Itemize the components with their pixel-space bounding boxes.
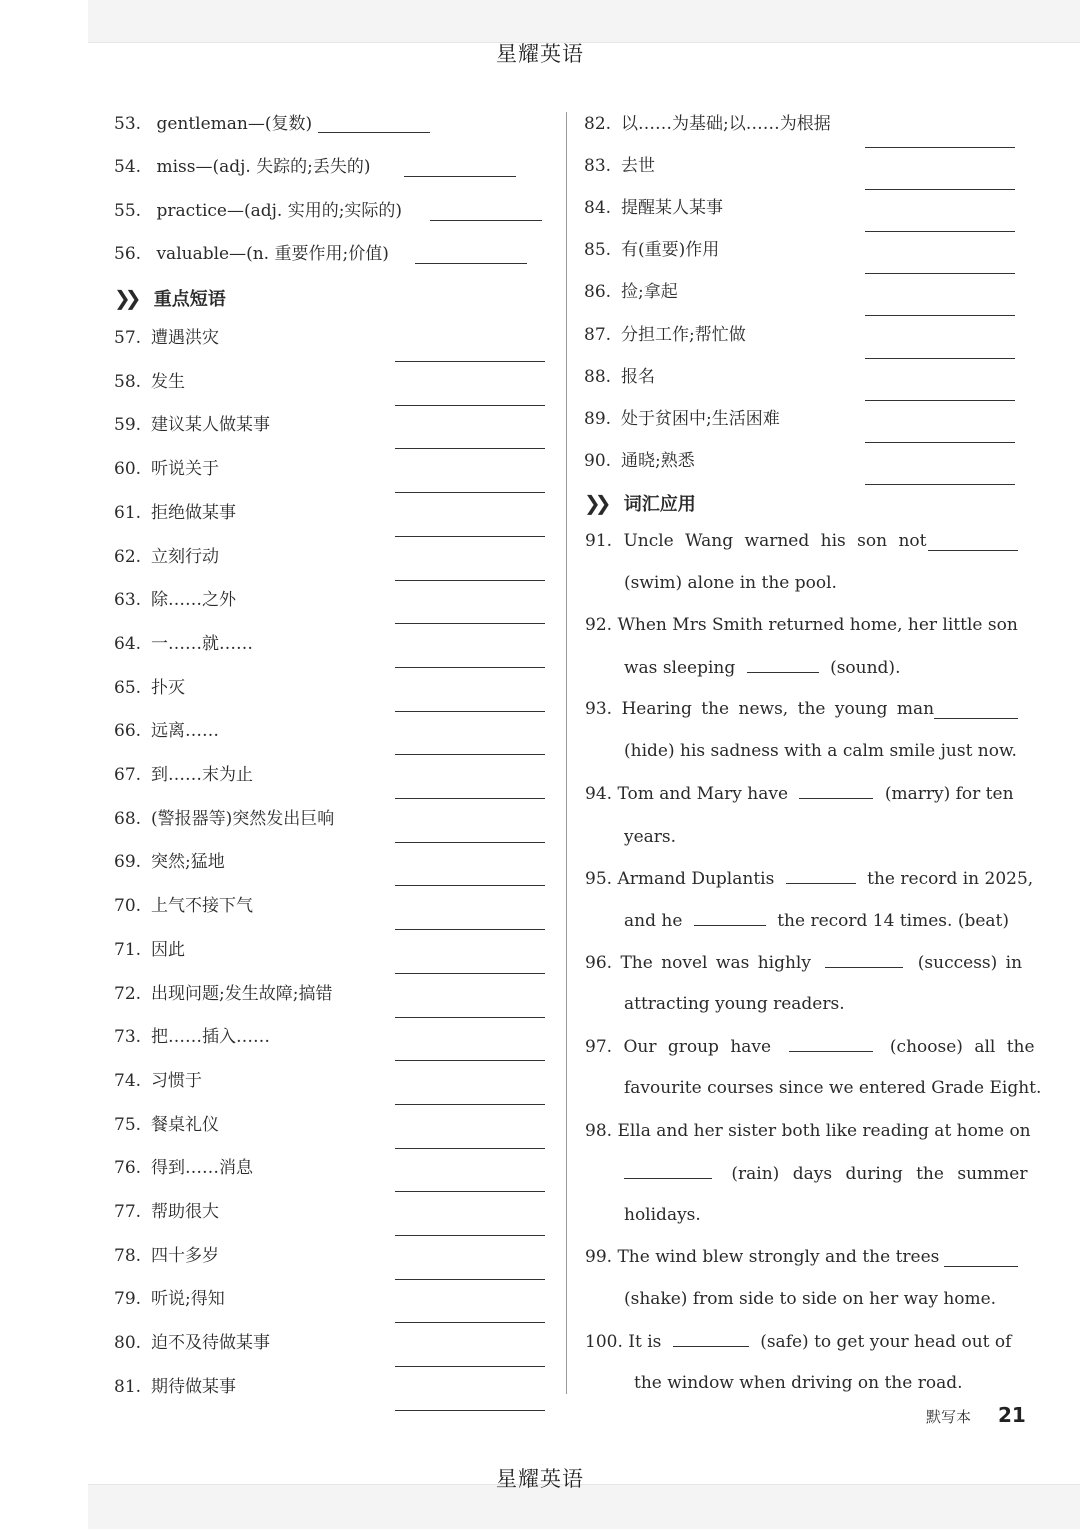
answer-blank[interactable]	[395, 1322, 545, 1323]
answer-blank[interactable]	[395, 1191, 545, 1192]
phrase-item	[114, 1112, 219, 1138]
item-number: 97.	[585, 1037, 613, 1057]
answer-blank[interactable]	[786, 865, 856, 884]
exercise-text: (swim) alone in the pool.	[624, 573, 837, 593]
phrase-item	[114, 456, 219, 482]
answer-blank[interactable]	[865, 273, 1015, 274]
item-number: 60.	[114, 459, 142, 480]
item-number: 78.	[114, 1245, 142, 1266]
item-text: 迫不及待做某事	[151, 1333, 271, 1354]
answer-blank[interactable]	[318, 132, 430, 133]
exercise-text: Uncle Wang warned his son not	[623, 531, 927, 551]
item-number: 59.	[114, 415, 142, 436]
answer-blank[interactable]	[395, 536, 545, 537]
phrase-item	[114, 1199, 219, 1225]
phrase-item	[114, 1068, 202, 1094]
item-text: 除……之外	[151, 590, 237, 611]
phrase-item	[114, 806, 334, 832]
item-number: 94.	[585, 784, 613, 804]
exercise-93-line-2	[624, 738, 1017, 764]
item-number: 77.	[114, 1202, 142, 1222]
item-number: 66.	[114, 721, 142, 742]
item-number: 63.	[114, 590, 142, 611]
exercise-95-line-2	[624, 907, 1009, 934]
answer-blank[interactable]	[789, 1033, 873, 1052]
answer-blank[interactable]	[395, 973, 545, 974]
phrase-item	[114, 412, 270, 438]
section-header-vocab-application	[584, 490, 696, 516]
item-text: 提醒某人某事	[621, 198, 724, 219]
item-number: 64.	[114, 633, 142, 654]
exercise-text: favourite courses since we entered Grade Eight.	[624, 1078, 1042, 1098]
exercise-text: the window when driving on the road.	[634, 1373, 963, 1393]
answer-blank[interactable]	[944, 1266, 1018, 1267]
answer-blank[interactable]	[934, 718, 1018, 719]
exercise-text: attracting young readers.	[624, 994, 845, 1014]
watermark-bottom: 星耀英语	[496, 1467, 584, 1491]
item-text: miss—(adj. 失踪的;丢失的)	[156, 157, 371, 177]
item-number: 98.	[585, 1121, 613, 1141]
item-text: 有(重要)作用	[621, 240, 720, 261]
exercise-text: years.	[624, 827, 677, 847]
item-text: valuable—(n. 重要作用;价值)	[156, 244, 389, 264]
exercise-93-line-1	[585, 696, 934, 722]
item-number: 81.	[114, 1376, 142, 1397]
phrase-item	[114, 762, 253, 788]
exercise-91-line-1	[585, 528, 926, 554]
exercise-text: (marry) for ten	[884, 784, 1014, 804]
exercise-text: (success) in	[917, 953, 1023, 973]
exercise-text: Ella and her sister both like reading at home on	[617, 1121, 1031, 1141]
phrase-item	[584, 153, 655, 179]
item-text: 期待做某事	[151, 1376, 237, 1397]
answer-blank[interactable]	[395, 1104, 545, 1105]
exercise-98-line-2	[624, 1160, 1027, 1187]
exercise-text: was sleeping	[624, 658, 736, 678]
phrase-item	[584, 111, 831, 137]
answer-blank[interactable]	[415, 263, 527, 264]
exercise-94-line-2	[624, 824, 676, 850]
item-text: 听说关于	[151, 459, 220, 480]
exercise-95-line-1	[585, 865, 1033, 892]
answer-blank[interactable]	[395, 667, 545, 668]
item-number: 76.	[114, 1158, 142, 1179]
answer-blank[interactable]	[673, 1328, 749, 1347]
chevron-double-icon: ❯❯	[114, 286, 136, 310]
answer-blank[interactable]	[395, 842, 545, 843]
column-divider	[566, 112, 567, 1394]
item-text: 处于贫困中;生活困难	[621, 408, 780, 429]
exercise-text: (safe) to get your head out of	[760, 1332, 1012, 1352]
exercise-96-line-2	[624, 991, 845, 1017]
item-text: 上气不接下气	[151, 896, 254, 917]
phrase-item	[584, 279, 678, 305]
answer-blank[interactable]	[404, 176, 516, 177]
word-form-item	[114, 111, 312, 137]
page-number: 21	[998, 1403, 1026, 1427]
item-number: 99.	[585, 1247, 613, 1267]
exercise-92-line-2	[624, 654, 900, 681]
exercise-97-line-2	[624, 1075, 1041, 1101]
phrase-item	[584, 237, 719, 263]
phrase-item	[114, 500, 236, 526]
item-number: 92.	[585, 615, 613, 635]
item-text: 习惯于	[151, 1070, 203, 1091]
item-text: (警报器等)突然发出巨响	[151, 808, 335, 829]
exercise-100-line-1	[585, 1328, 1011, 1355]
exercise-text: and he	[624, 911, 683, 931]
phrase-item	[114, 1374, 236, 1400]
item-number: 58.	[114, 371, 142, 392]
phrase-item	[114, 981, 333, 1007]
answer-blank[interactable]	[395, 798, 545, 799]
section-title: 重点短语	[153, 289, 226, 310]
answer-blank[interactable]	[865, 442, 1015, 443]
item-text: 远离……	[151, 721, 220, 742]
phrase-item	[114, 544, 219, 570]
exercise-text: (shake) from side to side on her way home.	[624, 1289, 997, 1309]
item-text: 立刻行动	[151, 546, 220, 567]
item-text: 报名	[621, 366, 656, 387]
phrase-item	[114, 675, 185, 701]
exercise-text: When Mrs Smith returned home, her little son	[617, 615, 1018, 635]
item-number: 80.	[114, 1333, 142, 1354]
item-text: 扑灭	[151, 677, 186, 698]
phrase-item	[584, 364, 655, 390]
phrase-item	[584, 406, 780, 432]
item-number: 88.	[584, 366, 612, 387]
answer-blank[interactable]	[865, 189, 1015, 190]
exercise-text: the record in 2025,	[867, 869, 1034, 889]
item-text: 出现问题;发生故障;搞错	[151, 983, 333, 1004]
phrase-item	[114, 937, 185, 963]
phrase-item	[114, 1155, 253, 1181]
phrase-item	[114, 631, 253, 657]
exercise-text: The novel was highly	[620, 953, 811, 973]
item-number: 96.	[585, 953, 613, 973]
answer-blank[interactable]	[865, 315, 1015, 316]
answer-blank[interactable]	[865, 147, 1015, 148]
phrase-item	[114, 1243, 219, 1269]
item-text: 分担工作;帮忙做	[621, 324, 746, 345]
phrase-item	[114, 718, 219, 744]
item-number: 61.	[114, 502, 142, 523]
item-text: 得到……消息	[151, 1158, 254, 1179]
item-text: practice—(adj. 实用的;实际的)	[156, 201, 403, 221]
item-number: 74.	[114, 1070, 142, 1091]
phrase-item	[114, 1330, 270, 1356]
item-number: 83.	[584, 156, 612, 177]
item-text: 一……就……	[151, 633, 254, 654]
item-number: 72.	[114, 983, 142, 1004]
item-number: 93.	[585, 699, 613, 719]
phrase-item	[114, 369, 185, 395]
item-number: 62.	[114, 546, 142, 567]
exercise-100-line-2	[634, 1370, 963, 1396]
item-number: 89.	[584, 408, 612, 429]
item-number: 53.	[114, 114, 142, 134]
section-header-key-phrases	[114, 285, 226, 311]
chevron-double-icon: ❯❯	[584, 491, 606, 515]
item-number: 87.	[584, 324, 612, 345]
scan-edge-top	[88, 0, 1080, 43]
item-number: 68.	[114, 808, 142, 829]
item-number: 91.	[585, 531, 613, 551]
footer-label: 默写本	[926, 1408, 972, 1426]
exercise-text: holidays.	[624, 1205, 701, 1225]
item-text: 因此	[151, 939, 186, 960]
item-number: 95.	[585, 869, 613, 889]
word-form-item	[114, 154, 371, 180]
answer-blank[interactable]	[747, 654, 819, 673]
exercise-text: Armand Duplantis	[617, 869, 775, 889]
answer-blank[interactable]	[395, 492, 545, 493]
answer-blank[interactable]	[395, 1235, 545, 1236]
exercise-94-line-1	[585, 780, 1014, 807]
answer-blank[interactable]	[395, 754, 545, 755]
phrase-item	[584, 448, 695, 474]
answer-blank[interactable]	[395, 929, 545, 930]
answer-blank[interactable]	[395, 1060, 545, 1061]
section-title: 词汇应用	[623, 494, 696, 515]
exercise-98-line-1	[585, 1118, 1031, 1144]
item-text: 去世	[621, 156, 656, 177]
answer-blank[interactable]	[799, 780, 873, 799]
item-text: 建议某人做某事	[151, 415, 271, 436]
phrase-item	[114, 849, 225, 875]
phrase-item	[114, 325, 219, 351]
answer-blank[interactable]	[395, 885, 545, 886]
answer-blank[interactable]	[395, 623, 545, 624]
item-number: 79.	[114, 1289, 142, 1310]
phrase-item	[114, 1286, 225, 1312]
item-number: 84.	[584, 198, 612, 219]
exercise-99-line-1	[585, 1244, 939, 1270]
phrase-item	[584, 322, 746, 348]
item-text: 听说;得知	[151, 1289, 225, 1310]
item-number: 70.	[114, 896, 142, 917]
item-number: 57.	[114, 328, 142, 348]
item-number: 90.	[584, 450, 612, 471]
answer-blank[interactable]	[865, 484, 1015, 485]
item-text: 发生	[151, 371, 186, 392]
answer-blank[interactable]	[694, 907, 766, 926]
item-text: gentleman—(复数)	[156, 114, 313, 134]
item-number: 67.	[114, 765, 142, 785]
item-number: 85.	[584, 240, 612, 261]
item-number: 82.	[584, 114, 612, 134]
word-form-item	[114, 241, 389, 267]
exercise-98-line-3	[624, 1202, 701, 1228]
exercise-91-line-2	[624, 570, 837, 596]
item-text: 拒绝做某事	[151, 502, 237, 523]
item-text: 四十多岁	[151, 1245, 220, 1266]
phrase-item	[114, 587, 236, 613]
item-text: 把……插入……	[151, 1027, 271, 1048]
answer-blank[interactable]	[928, 550, 1018, 551]
item-number: 65.	[114, 677, 142, 698]
exercise-text: Tom and Mary have	[617, 784, 789, 804]
phrase-item	[114, 893, 253, 919]
answer-blank[interactable]	[624, 1160, 712, 1179]
answer-blank[interactable]	[865, 358, 1015, 359]
item-number: 55.	[114, 201, 142, 221]
item-text: 遭遇洪灾	[151, 328, 220, 348]
phrase-item	[584, 195, 723, 221]
exercise-text: It is	[628, 1332, 662, 1352]
item-number: 54.	[114, 157, 142, 177]
answer-blank[interactable]	[825, 949, 903, 968]
watermark-top: 星耀英语	[496, 42, 584, 66]
item-number: 100.	[585, 1332, 623, 1352]
exercise-text: The wind blew strongly and the trees	[617, 1247, 940, 1267]
answer-blank[interactable]	[395, 405, 545, 406]
exercise-text: Hearing the news, the young man	[621, 699, 935, 719]
item-text: 通晓;熟悉	[621, 450, 695, 471]
item-number: 86.	[584, 282, 612, 303]
answer-blank[interactable]	[395, 580, 545, 581]
exercise-99-line-2	[624, 1286, 996, 1312]
item-text: 以……为基础;以……为根据	[621, 114, 831, 134]
answer-blank[interactable]	[395, 448, 545, 449]
exercise-text: (sound).	[830, 658, 901, 678]
exercise-text: (hide) his sadness with a calm smile just now.	[624, 741, 1017, 761]
item-number: 56.	[114, 244, 142, 264]
answer-blank[interactable]	[395, 1017, 545, 1018]
answer-blank[interactable]	[395, 1148, 545, 1149]
answer-blank[interactable]	[395, 1279, 545, 1280]
exercise-text: (rain) days during the summer	[731, 1164, 1028, 1184]
item-text: 捡;拿起	[621, 282, 678, 303]
item-number: 75.	[114, 1114, 142, 1135]
item-number: 71.	[114, 939, 142, 960]
exercise-92-line-1	[585, 612, 1018, 638]
answer-blank[interactable]	[865, 400, 1015, 401]
phrase-item	[114, 1024, 270, 1050]
exercise-96-line-1	[585, 949, 1022, 976]
answer-blank[interactable]	[395, 711, 545, 712]
item-text: 帮助很大	[151, 1202, 220, 1222]
item-text: 到……末为止	[151, 765, 254, 785]
item-text: 餐桌礼仪	[151, 1114, 220, 1135]
exercise-text: (choose) all the	[889, 1037, 1035, 1057]
word-form-item	[114, 198, 402, 224]
exercise-97-line-1	[585, 1033, 1035, 1060]
answer-blank[interactable]	[865, 231, 1015, 232]
exercise-text: Our group have	[623, 1037, 772, 1057]
item-number: 69.	[114, 852, 142, 873]
answer-blank[interactable]	[430, 220, 542, 221]
answer-blank[interactable]	[395, 1410, 545, 1411]
item-number: 73.	[114, 1027, 142, 1048]
answer-blank[interactable]	[395, 361, 545, 362]
item-text: 突然;猛地	[151, 852, 225, 873]
exercise-text: the record 14 times. (beat)	[777, 911, 1009, 931]
answer-blank[interactable]	[395, 1366, 545, 1367]
